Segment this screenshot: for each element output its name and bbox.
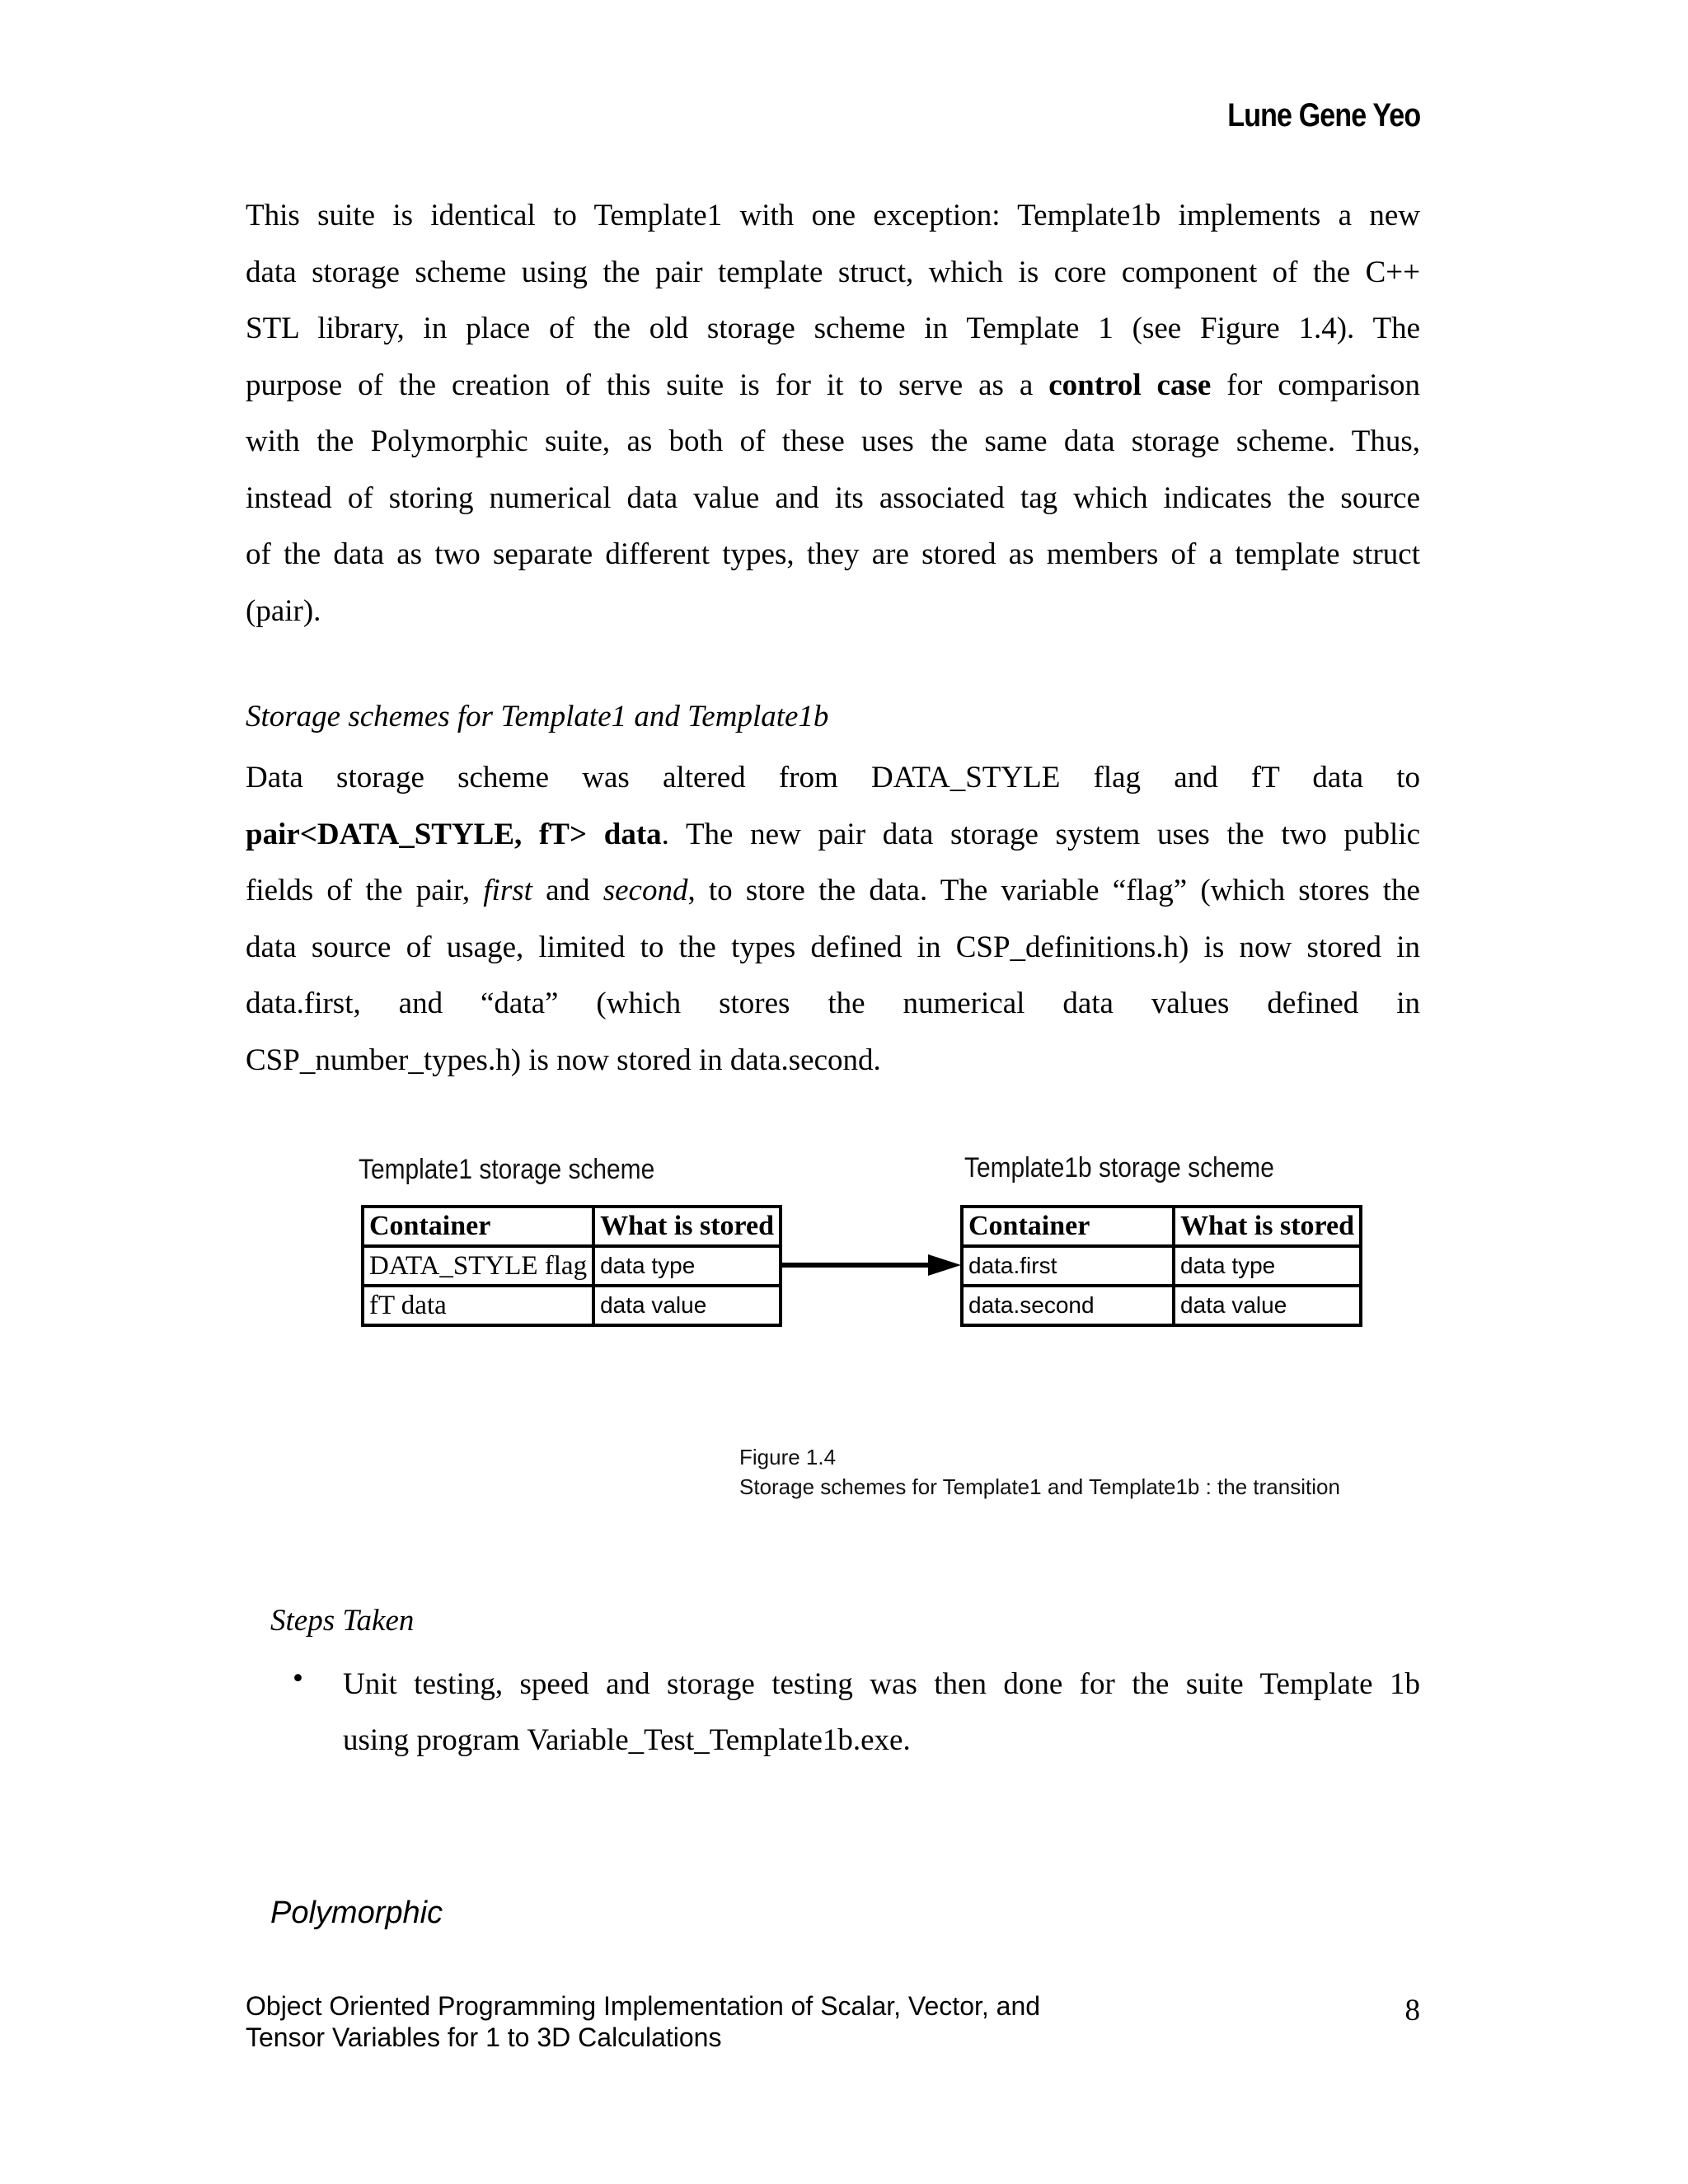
text-segment: fields of the pair, [246, 874, 484, 907]
table-cell: fT data [363, 1286, 593, 1325]
table-row [363, 1246, 781, 1286]
text-line: data source of usage, limited to the types defined in CSP_definitions.h) is now stored in [246, 930, 1420, 964]
table-header-cell: Container [363, 1207, 593, 1246]
text-line: of the data as two separate different types, they are stored as members of a template struct [246, 537, 1420, 571]
figure-label: Figure 1.4 [739, 1445, 837, 1469]
table-cell: data type [593, 1246, 781, 1286]
text-line [246, 358, 1420, 415]
table-cell: data.second [962, 1286, 1174, 1325]
table-cell: data type [1174, 1246, 1361, 1286]
table-header-cell: What is stored [593, 1207, 781, 1246]
template1-storage-table [361, 1205, 782, 1327]
section-subheading: Storage schemes for Template1 and Template1b [246, 700, 829, 733]
transition-arrow-icon [781, 1253, 961, 1277]
table-cell: data value [593, 1286, 781, 1325]
author-name: Lune Gene Yeo [1227, 97, 1420, 134]
text-segment: for comparison [1211, 368, 1420, 402]
bullet-item [343, 1657, 1420, 1769]
text-line: data storage scheme using the pair template struct, which is core component of the C++ [246, 255, 1420, 289]
italic-term: second [603, 874, 688, 907]
italic-term: first [483, 874, 532, 907]
table-cell: DATA_STYLE flag [363, 1246, 593, 1286]
text-line: This suite is identical to Template1 with one exception: Template1b implements a new [246, 199, 1420, 232]
text-segment: and [532, 874, 603, 907]
text-line: instead of storing numerical data value and its associated tag which indicates the source [246, 480, 1420, 515]
text-line: STL library, in place of the old storage scheme in Template 1 (see Figure 1.4). The [246, 312, 1420, 345]
text-line: using program Variable_Test_Template1b.exe. [343, 1723, 911, 1757]
figure-caption [739, 1442, 1340, 1502]
text-line [246, 863, 1420, 920]
table-header-row [363, 1207, 781, 1246]
footer-line: Tensor Variables for 1 to 3D Calculations [246, 2022, 722, 2052]
page-number: 8 [1404, 1994, 1420, 2027]
table-header-row [962, 1207, 1361, 1246]
text-line: (pair). [246, 593, 321, 628]
text-line [246, 807, 1420, 864]
table-header-cell: Container [962, 1207, 1174, 1246]
section-heading: Polymorphic [270, 1896, 443, 1930]
text-line: data.first, and “data” (which stores the numerical data values defined in [246, 987, 1420, 1020]
bold-term: pair<DATA_STYLE, fT> data [246, 817, 662, 851]
table-cell: data value [1174, 1286, 1361, 1325]
table-row [962, 1286, 1361, 1325]
steps-heading: Steps Taken [270, 1604, 415, 1638]
bullet-icon: • [293, 1661, 303, 1695]
table-header-cell: What is stored [1174, 1207, 1361, 1246]
text-line: CSP_number_types.h) is now stored in data.second. [246, 1043, 881, 1077]
text-segment: . The new pair data storage system uses the two public [661, 817, 1420, 851]
storage-paragraph [246, 750, 1420, 1089]
template1b-storage-table [960, 1205, 1362, 1327]
text-line: with the Polymorphic suite, as both of these uses the same data storage scheme. Thus, [246, 424, 1420, 458]
text-segment: , to store the data. The variable “flag” (which stores the [687, 874, 1420, 907]
text-line: Unit testing, speed and storage testing was then done for the suite Template 1b [343, 1667, 1420, 1701]
figure-right-title: Template1b storage scheme [964, 1152, 1274, 1183]
intro-paragraph [246, 188, 1420, 640]
footer-title [246, 1990, 1040, 2053]
figure-caption-text: Storage schemes for Template1 and Template1b : the transition [739, 1474, 1340, 1499]
text-segment: purpose of the creation of this suite is for it to serve as a [246, 368, 1049, 402]
table-cell: data.first [962, 1246, 1174, 1286]
footer-line: Object Oriented Programming Implementation of Scalar, Vector, and [246, 1991, 1041, 2021]
text-line: Data storage scheme was altered from DATA_STYLE flag and fT data to [246, 761, 1420, 794]
bold-term: control case [1048, 368, 1212, 402]
figure-left-title: Template1 storage scheme [359, 1154, 655, 1185]
table-row [363, 1286, 781, 1325]
table-row [962, 1246, 1361, 1286]
